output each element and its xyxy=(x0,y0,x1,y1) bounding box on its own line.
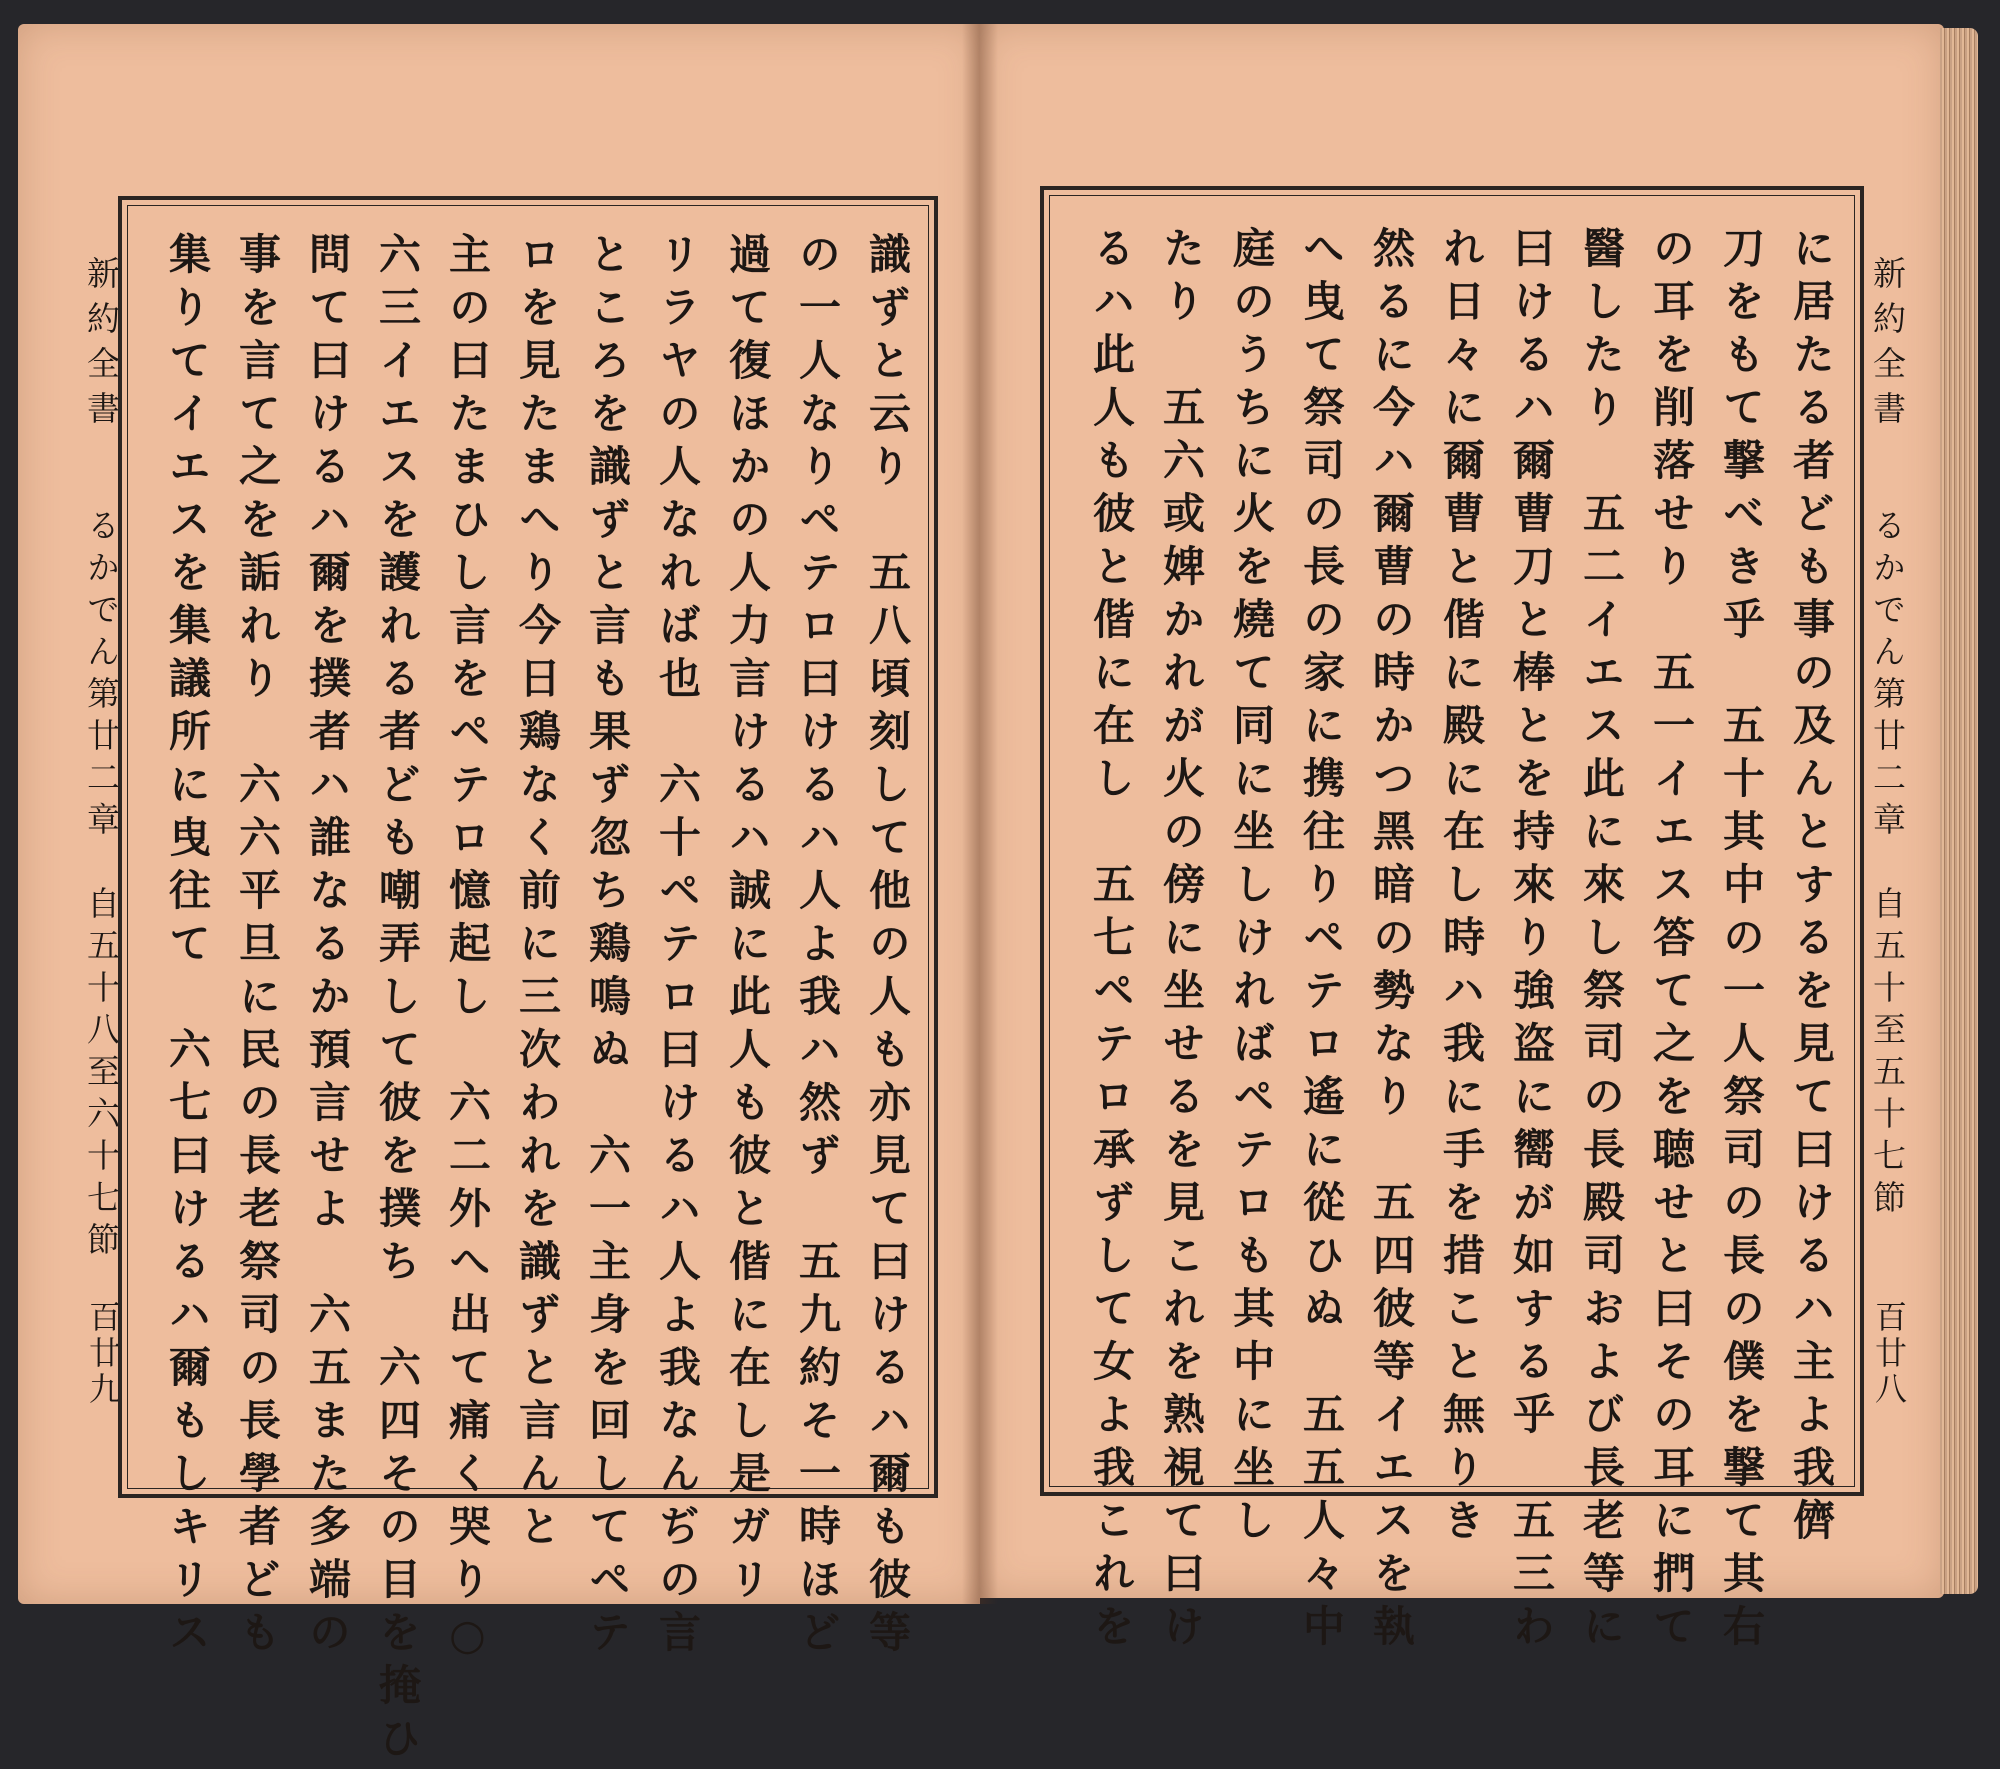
left-column-3: 過て復ほかの人力言けるハ誠に此人も彼と偕に在し是ガリ xyxy=(723,232,772,1610)
left-column-9: 問て曰けるハ爾を撲者ハ誰なるか預言せよ 六五また多端の xyxy=(303,232,352,1663)
page-edges xyxy=(1940,28,1978,1594)
right-header-title: 新約全書 xyxy=(1868,256,1907,436)
right-column-9: 庭のうちに火を燒て同に坐しければペテロも其中に坐し xyxy=(1227,226,1276,1551)
left-column-1: 識ずと云り 五八頃刻して他の人も亦見て曰けるハ爾も彼等 xyxy=(863,232,912,1663)
left-header-chapter: るかでん第廿二章 自五十八至六十七節 xyxy=(82,508,121,1264)
left-column-6: ロを見たまへり今日鶏なく前に三次われを識ずと言んと xyxy=(513,232,562,1557)
right-column-1: に居たる者ども事の及んとするを見て曰けるハ主よ我儕 xyxy=(1787,226,1836,1551)
right-column-11: るハ此人も彼と偕に在し 五七ペテロ承ずして女よ我これを xyxy=(1087,226,1136,1657)
right-column-3: の耳を削落せり 五一イエス答て之を聴せと曰その耳に捫て xyxy=(1647,226,1696,1657)
right-page-number: 百廿八 xyxy=(1870,1300,1908,1408)
left-column-2: の一人なりペテロ曰けるハ人よ我ハ然ず 五九約そ一時ほど xyxy=(793,232,842,1663)
right-column-8: へ曳て祭司の長の家に携往りペテロ遙に從ひぬ 五五人々中 xyxy=(1297,226,1346,1657)
left-column-11: 集りてイエスを集議所に曳往て 六七曰けるハ爾もしキリス xyxy=(163,232,212,1663)
right-column-10: たり 五六或婢かれが火の傍に坐せるを見これを熟視て曰け xyxy=(1157,226,1206,1657)
right-header-chapter: るかでん第廿二章 自五十至五十七節 xyxy=(1868,508,1907,1222)
left-column-7: 主の曰たまひし言をペテロ憶起し 六二外へ出て痛く哭り○ xyxy=(443,232,492,1670)
left-header-title: 新約全書 xyxy=(82,256,121,436)
right-column-2: 刀をもて撃べき乎 五十其中の一人祭司の長の僕を撃て其右 xyxy=(1717,226,1766,1657)
left-column-5: ところを識ずと言も果ず忽ち鶏鳴ぬ 六一主身を回してペテ xyxy=(583,232,632,1663)
right-column-5: 曰けるハ爾曹刀と棒とを持來り強盗に嚮が如する乎 五三わ xyxy=(1507,226,1556,1657)
left-column-4: リラヤの人なれば也 六十ペテロ曰けるハ人よ我なんぢの言 xyxy=(653,232,702,1663)
book-gutter xyxy=(962,24,998,1604)
left-page-number: 百廿九 xyxy=(84,1300,122,1408)
left-column-10: 事を言て之を詬れり 六六平旦に民の長老祭司の長學者ども xyxy=(233,232,282,1663)
left-column-8: 六三イエスを護れる者ども嘲弄して彼を撲ち 六四その目を掩ひ xyxy=(373,232,422,1769)
right-column-7: 然るに今ハ爾曹の時かつ黑暗の勢なり 五四彼等イエスを執 xyxy=(1367,226,1416,1657)
right-column-6: れ日々に爾曹と偕に殿に在し時ハ我に手を措こと無りき xyxy=(1437,226,1486,1551)
right-column-4: 醫したり 五二イエス此に來し祭司の長殿司および長老等に xyxy=(1577,226,1626,1657)
